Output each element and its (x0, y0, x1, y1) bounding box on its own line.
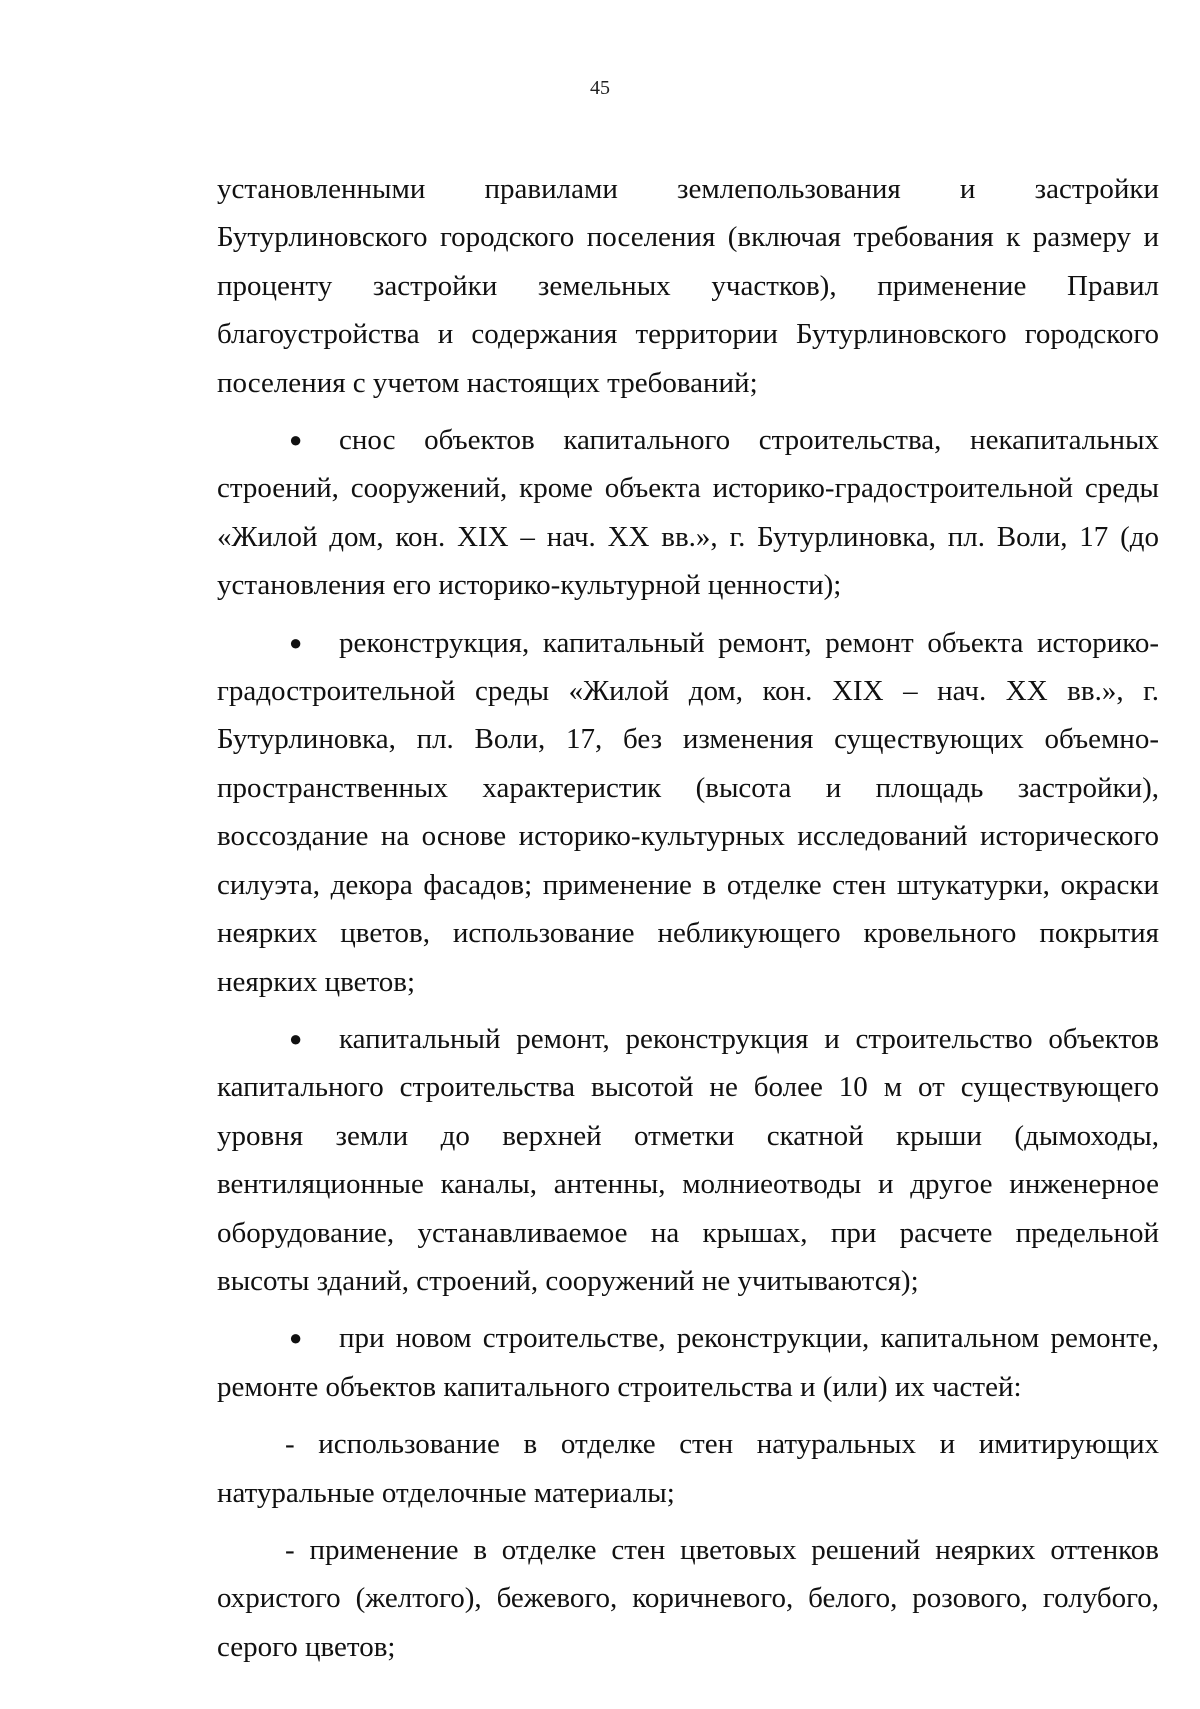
dash-item-color-solutions: - применение в отделке стен цветовых решений неярких оттенков охристого (желтого), бежевого, коричневого, белого, розового, голубого, серого цветов; (217, 1533, 1159, 1663)
dash-item-natural-materials: - использование в отделке стен натуральных и имитирующих натуральные отделочные материалы; (217, 1428, 1159, 1509)
page-number: 45 (590, 77, 610, 99)
bullet-icon: ● (289, 1325, 303, 1351)
bullet-item-text: реконструкция, капитальный ремонт, ремонт объекта историко-градостроительной среды «Жилой дом, кон. XIX – нач. XX вв.», г. Бутурлиновка, пл. Воли, 17, без изменения существующих объемно-пространственных характеристик (высота и площадь застройки), воссоздание на основе историко-культурных исследований исторического силуэта, декора фасадов; применение в отделке стен штукатурки, окраски неярких цветов, использование небликующего кровельного покрытия неярких цветов; (217, 626, 1159, 998)
bullet-item-demolition (217, 416, 1159, 610)
bullet-item-new-construction (217, 1314, 1159, 1411)
bullet-icon: ● (289, 427, 303, 453)
bullet-item-text: капитальный ремонт, реконструкция и строительство объектов капитального строительства высотой не более 10 м от существующего уровня земли до верхней отметки скатной крыши (дымоходы, вентиляционные каналы, антенны, молниеотводы и другое инженерное оборудование, устанавливаемое на крышах, при расчете предельной высоты зданий, строений, сооружений не учитываются); (217, 1022, 1159, 1297)
paragraph-continuation: установленными правилами землепользования и застройки Бутурлиновского городского поселения (включая требования к размеру и проценту застройки земельных участков), применение Правил благоустройства и содержания территории Бутурлиновского городского поселения с учетом настоящих требований; (217, 173, 1159, 399)
bullet-item-reconstruction (217, 619, 1159, 1006)
bullet-item-text: снос объектов капитального строительства, некапитальных строений, сооружений, кроме объекта историко-градостроительной среды «Жилой дом, кон. XIX – нач. XX вв.», г. Бутурлиновка, пл. Воли, 17 (до установления его историко-культурной ценности); (217, 424, 1159, 602)
document-body (217, 165, 1159, 1680)
bullet-item-text: при новом строительстве, реконструкции, капитальном ремонте, ремонте объектов капитального строительства и (или) их частей: (217, 1322, 1159, 1403)
bullet-icon: ● (289, 629, 303, 655)
bullet-icon: ● (289, 1025, 303, 1051)
bullet-item-capital-repair (217, 1015, 1159, 1305)
